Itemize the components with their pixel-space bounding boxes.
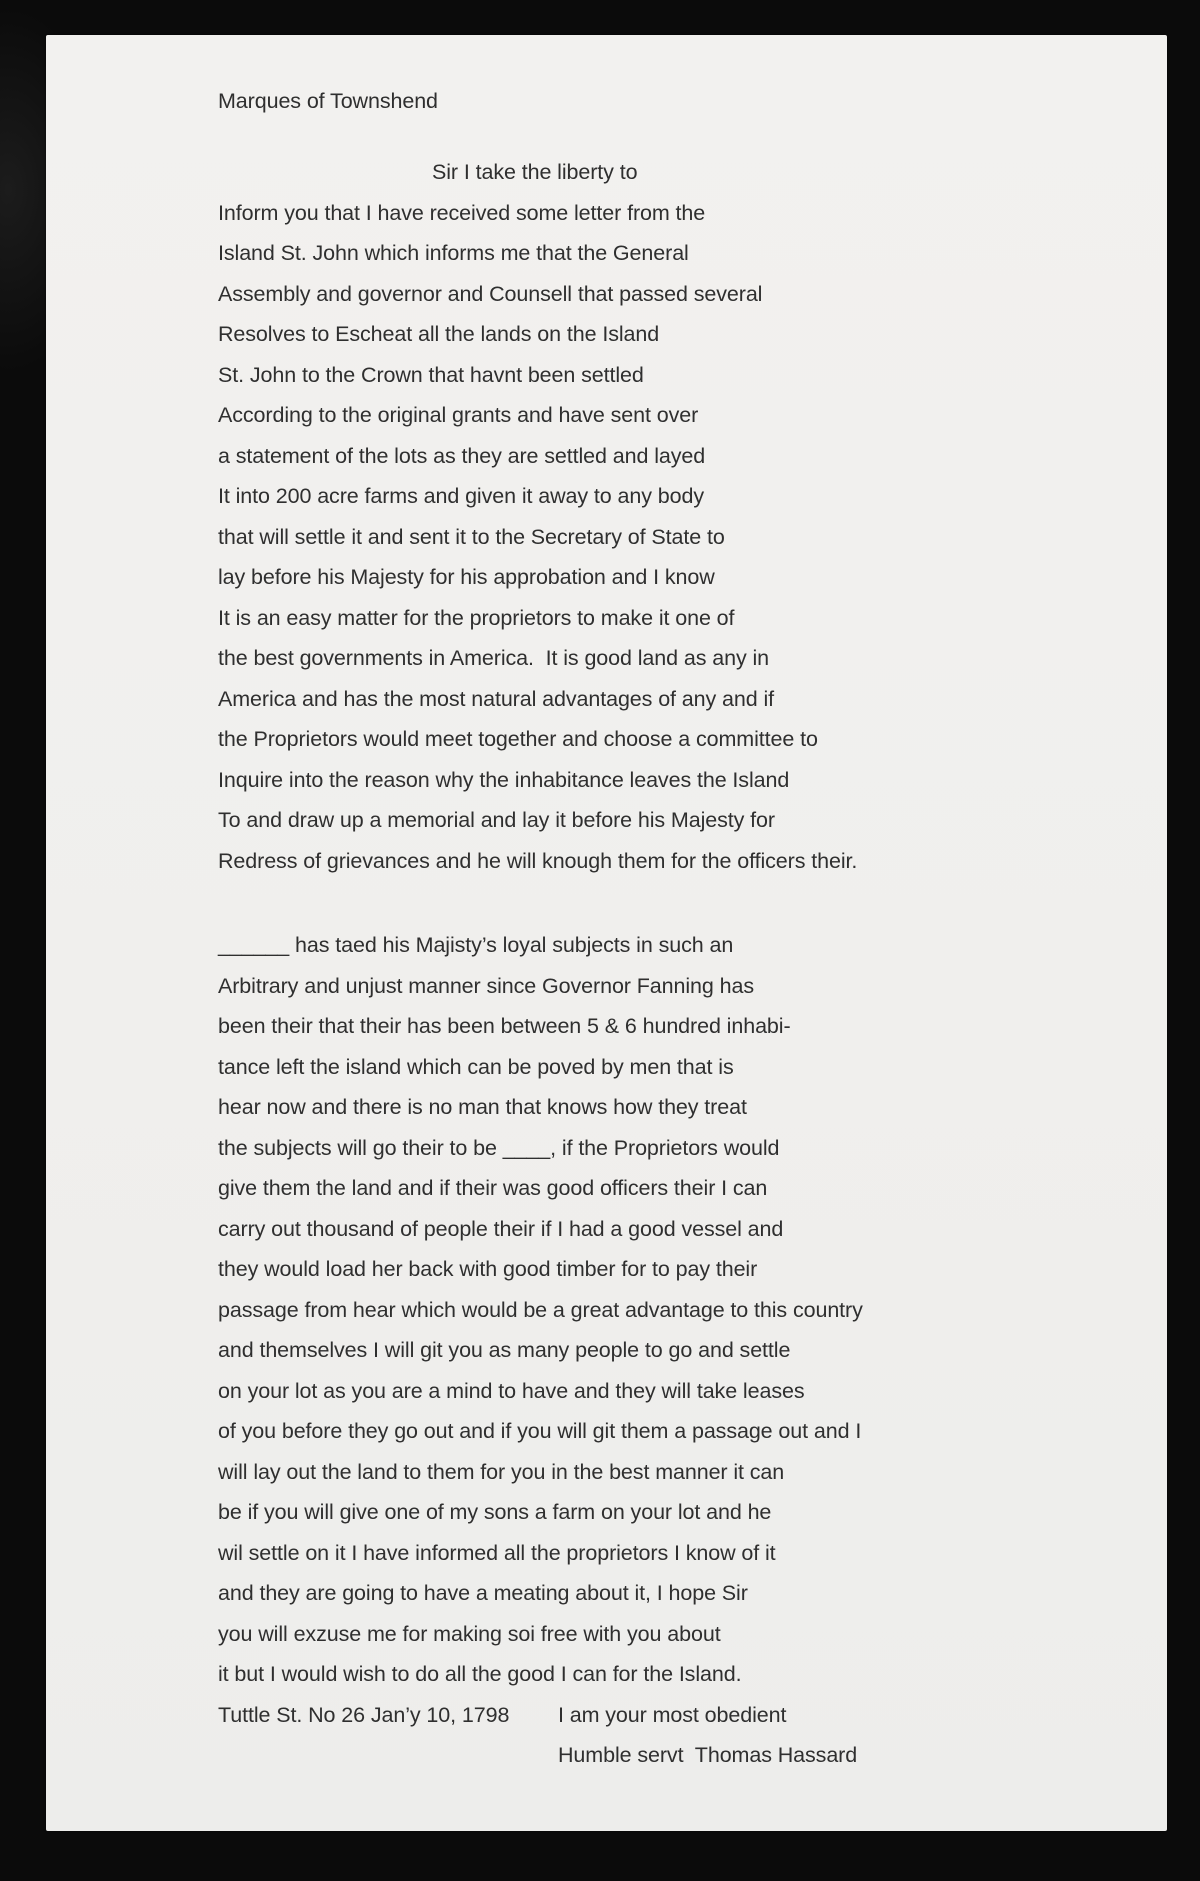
letter-content (218, 81, 1137, 1776)
text-line: you will exzuse me for making soi free with you about (218, 1621, 721, 1646)
text-line: America and has the most natural advantages of any and if (218, 686, 775, 711)
text-line: on your lot as you are a mind to have and they will take leases (218, 1378, 805, 1403)
text-line: and themselves I will git you as many people to go and settle (218, 1338, 791, 1362)
text-line: the subjects will go their to be ____, if the Proprietors would (218, 1135, 780, 1160)
text-line: they would load her back with good timber for to pay their (218, 1257, 758, 1281)
text-line: give them the land and if their was good officers their I can (218, 1176, 768, 1200)
letter-paragraph-2 (218, 925, 1137, 1695)
text-line: passage from hear which would be a great advantage to this country (218, 1297, 863, 1322)
letter-paragraph-1 (218, 152, 1137, 881)
text-line: the Proprietors would meet together and choose a committee to (218, 727, 818, 751)
text-line: To and draw up a memorial and lay it before his Majesty for (218, 808, 775, 832)
date-address-line: Tuttle St. No 26 Jan’y 10, 1798 (218, 1702, 510, 1727)
text-line: It into 200 acre farms and given it away to any body (218, 484, 704, 508)
text-line: Sir I take the liberty to (432, 160, 638, 184)
signature-row (218, 1735, 1137, 1776)
text-line: lay before his Majesty for his approbation and I know (218, 565, 715, 589)
text-line: Inquire into the reason why the inhabitance leaves the Island (218, 767, 790, 792)
text-line: will lay out the land to them for you in the best manner it can (218, 1459, 785, 1484)
text-line: Redress of grievances and he will knough them for the officers their. (218, 848, 858, 873)
text-line: and they are going to have a meating about it, I hope Sir (218, 1581, 748, 1605)
text-line: of you before they go out and if you will git them a passage out and I (218, 1419, 862, 1443)
text-line: tance left the island which can be poved by men that is (218, 1054, 734, 1079)
letter-page (46, 35, 1167, 1831)
text-line: According to the original grants and have sent over (218, 403, 699, 427)
text-line: wil settle on it I have informed all the proprietors I know of it (218, 1540, 776, 1565)
text-line: St. John to the Crown that havnt been settled (218, 362, 644, 387)
text-line: Arbitrary and unjust manner since Governor Fanning has (218, 973, 754, 998)
text-line: a statement of the lots as they are settled and layed (218, 443, 706, 468)
signature-line: Humble servt Thomas Hassard (558, 1743, 858, 1767)
text-line: the best governments in America. It is good land as any in (218, 646, 770, 670)
text-line: it but I would wish to do all the good I can for the Island. (218, 1662, 742, 1686)
text-line: be if you will give one of my sons a farm on your lot and he (218, 1500, 772, 1524)
text-line: It is an easy matter for the proprietors to make it one of (218, 605, 735, 630)
text-line: Inform you that I have received some letter from the (218, 200, 706, 225)
text-line: been their that their has been between 5 & 6 hundred inhabi- (218, 1014, 791, 1038)
letter-heading: Marques of Townshend (218, 89, 438, 113)
closing-row (218, 1695, 1137, 1736)
text-line: that will settle it and sent it to the Secretary of State to (218, 524, 725, 549)
text-line: Assembly and governor and Counsell that passed several (218, 281, 763, 306)
text-line: hear now and there is no man that knows how they treat (218, 1095, 747, 1119)
valediction-line: I am your most obedient (558, 1702, 787, 1727)
text-line: Island St. John which informs me that the General (218, 241, 689, 265)
text-line: ______ has taed his Majisty’s loyal subjects in such an (218, 933, 734, 957)
text-line: carry out thousand of people their if I had a good vessel and (218, 1216, 784, 1241)
text-line: Resolves to Escheat all the lands on the Island (218, 322, 660, 346)
